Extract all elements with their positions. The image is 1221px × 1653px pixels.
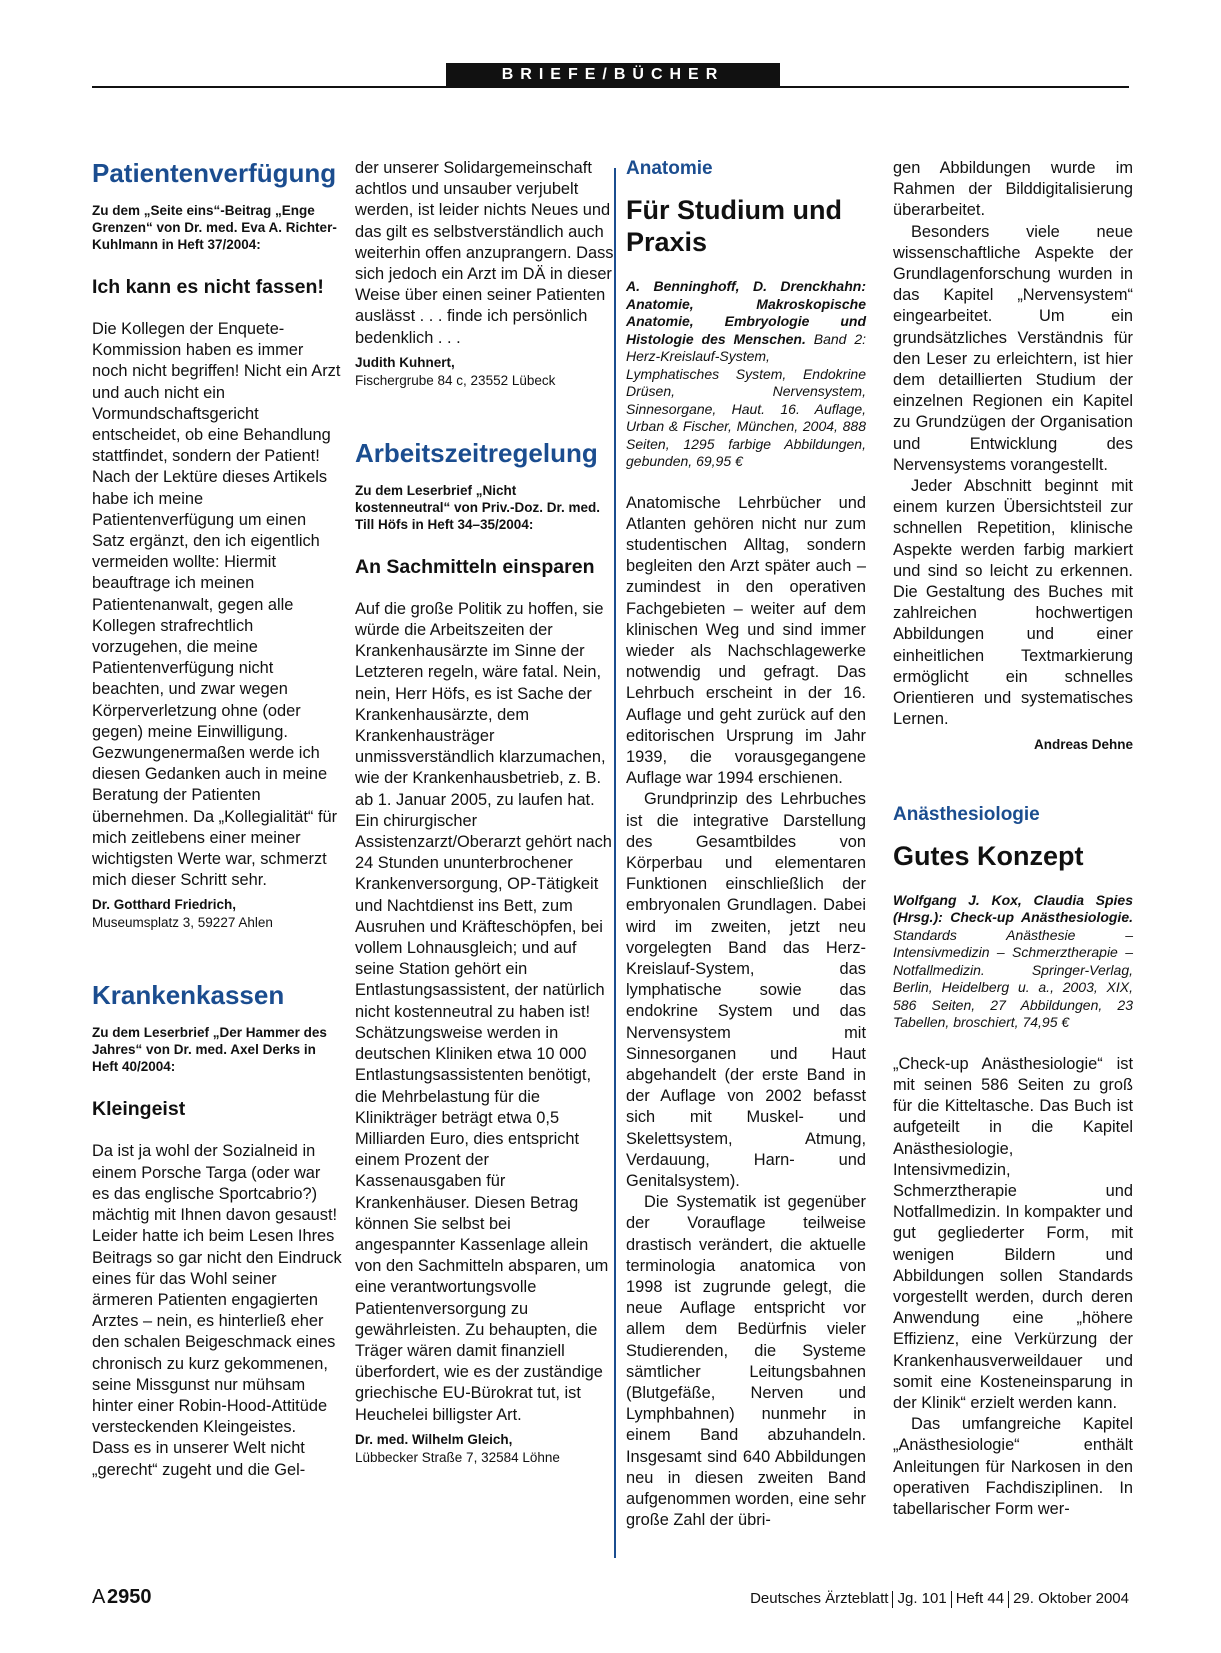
review-title: Für Studium und Praxis bbox=[626, 195, 842, 257]
journal-date: 29. Oktober 2004 bbox=[1013, 1590, 1129, 1607]
review-bibliography: Wolfgang J. Kox, Claudia Spies (Hrsg.): Check-up Anästhesiologie. Standards Anästhesie – Intensivmedizin – Schmerztherapie – Notfallmedizin. Springer-Verlag, Berlin, Heidelberg u. a., 2003, XIX, 586 Seiten, 27 Abbildungen, 23 Tabellen, broschiert, 74,95 € bbox=[893, 891, 1133, 1031]
letter-headline: An Sachmitteln einsparen bbox=[355, 555, 595, 578]
review-bibliography: A. Benninghoff, D. Drenckhahn: Anatomie, Makroskopische Anatomie, Embryologie und Histologie des Menschen. Band 2: Herz-Kreislauf-System, Lymphatisches System, Endokrine Drüsen, Nervensystem, Sinnesorgane, Haut. 16. Auflage, Urban & Fischer, München, 2004, 888 Seiten, 1295 farbige Abbildungen, gebunden, 69,95 € bbox=[626, 278, 866, 469]
letter-headline: Ich kann es nicht fassen! bbox=[92, 276, 324, 298]
column-3 bbox=[626, 158, 866, 1531]
letter-address: Museumsplatz 3, 59227 Ahlen bbox=[92, 915, 273, 931]
letter-body-continued: der unserer Solidargemeinschaft achtlos und unsauber verjubelt werden, ist leider nichts Neues und das gilt es selbstverständlich auch weiterhin offen anzuprangern. Dass sich jedoch ein Arzt im DÄ in dieser Weise über einen seiner Patienten auslässt . . . finde ich persönlich bedenklich . . . bbox=[355, 159, 614, 347]
review-category: Anatomie bbox=[626, 158, 713, 179]
letter-author: Dr. Gotthard Friedrich, bbox=[92, 897, 237, 913]
letter-author: Dr. med. Wilhelm Gleich, bbox=[355, 1431, 513, 1447]
review-category: Anästhesiologie bbox=[893, 803, 1040, 825]
column-2 bbox=[355, 158, 615, 1467]
reviewer-name: Andreas Dehne bbox=[1033, 737, 1133, 753]
journal-volume: Jg. 101 bbox=[897, 1590, 947, 1607]
review-body: „Check-up Anästhesiologie“ ist mit seinen 586 Seiten zu groß für die Kitteltasche. Das Buch ist aufgeteilt in die Kapitel Anästhesiologie, Intensivmedizin, Schmerztherapie und Notfallmedizin. In kompakter und gut gegliederter Form, mit wenigen Bildern und Abbildungen sollen Standards vorgestellt werden, durch deren Anwendung eine „höhere Effizienz, eine Verkürzung der Krankenhausverweildauer und somit eine Kosteneinsparung in der Klinik“ erzielt werden kann. Das umfangreiche Kapitel „Anästhesiologie“ enthält Anleitungen für Narkosen in den operativen Fachdisziplinen. In tabellarischer Form wer- bbox=[893, 1054, 1133, 1518]
review-title: Gutes Konzept bbox=[893, 840, 1084, 871]
letter-reference: Zu dem Leserbrief „Nicht kostenneutral“ von Priv.-Doz. Dr. med. Till Höfs in Heft 34–35/2004: bbox=[355, 482, 601, 532]
journal-info bbox=[750, 1590, 1129, 1608]
letter-reference: Zu dem „Seite eins“-Beitrag „Enge Grenzen“ von Dr. med. Eva A. Richter-Kuhlmann in Heft 37/2004: bbox=[92, 203, 337, 252]
letter-title: Patientenverfügung bbox=[92, 158, 337, 188]
review-body-continued: gen Abbildungen wurde im Rahmen der Bilddigitalisierung überarbeitet. Besonders viele neue wissenschaftliche Aspekte der Grundlagenforschung wurden in das Kapitel „Nervensystem“ eingearbeitet. Um ein grundsätzliches Verständnis für den Leser zu erleichtern, ist hier dem detaillierten Studium der einzelnen Regionen ein Kapitel zu Grundzügen der Organisation und Entwicklung des Nervensystems vorangestellt. Jeder Abschnitt beginnt mit einem kurzen Übersichtsteil zur schnellen Repetition, klinische Aspekte werden farbig markiert und sind so leicht zu erkennen. Die Gestaltung des Buches mit zahlreichen hochwertigen Abbildungen und einer einheitlichen Textmarkierung ermöglicht ein schnelles Orientieren und systematisches Lernen. Andreas Dehne bbox=[893, 158, 1133, 756]
letter-address: Lübbecker Straße 7, 32584 Löhne bbox=[355, 1449, 560, 1465]
letter-address: Fischergrube 84 c, 23552 Lübeck bbox=[355, 372, 556, 388]
letter-body: Da ist ja wohl der Sozialneid in einem Porsche Targa (oder war es das englische Sportcabrio?) mächtig mit Ihnen davon gesaust! Leider hatte ich beim Lesen Ihres Beitrags so gar nicht den Eindruck eines für das Wohl seiner ärmeren Patienten engagierten Arztes – nein, es hinterließ eher den schalen Beigeschmack eines chronisch zu kurz gekommenen, seine Missgunst nur mühsam hinter einer Robin-Hood-Attitüde versteckenden Kleingeistes. Dass es in unserer Welt nicht „gerecht“ zugeht und die Gel- bbox=[92, 1142, 342, 1479]
column-4 bbox=[893, 158, 1133, 1520]
column-divider bbox=[614, 168, 616, 1558]
header-rule bbox=[92, 86, 1129, 88]
letter-title: Krankenkassen bbox=[92, 980, 285, 1011]
review-body: Anatomische Lehrbücher und Atlanten gehören nicht nur zum studentischen Alltag, sondern begleiten den Arzt später auch – zumindest in den operativen Fachgebieten – weiter auf dem klinischen Weg und sind immer wieder als Nachschlagewerke notwendig und gefragt. Das Lehrbuch erscheint in der 16. Auflage und geht zurück auf den editorischen Ursprung im Jahr 1939, die vorausgegangene Auflage war 1994 erschienen. Grundprinzip des Lehrbuches ist die integrative Darstellung des Gesamtbildes von Körperbau und elementaren Funktionen einschließlich der embryonalen Grundlagen. Dabei wird im zweiten, jetzt neu vorgelegten Band das Herz-Kreislauf-System, das lymphatische sowie das endokrine System und das Nervensystem mit Sinnesorganen und Haut abgehandelt (der erste Band in der Auflage von 2002 befasst sich mit Muskel- und Skelettsystem, Atmung, Verdauung, Harn- und Genitalsystem). Die Systematik ist gegenüber der Vorauflage teilweise drastisch verändert, die aktuelle terminologia anatomica von 1998 ist zugrunde gelegt, die neue Auflage entspricht vor allem dem Bedürfnis vieler Studierenden, die Systeme sämtlicher Leitungsbahnen (Blutgefäße, Nerven und Lymphbahnen) nunmehr in einem Band abzuhandeln. Insgesamt sind 640 Abbildungen neu in diesen zweiten Band aufgenommen worden, eine sehr große Zahl der übri- bbox=[626, 493, 866, 1530]
journal-issue: Heft 44 bbox=[955, 1590, 1005, 1607]
letter-body: Auf die große Politik zu hoffen, sie würde die Arbeitszeiten der Krankenhausärzte im Sinne der Letzteren regeln, wäre fatal. Nein, nein, Herr Höfs, es ist Sache der Krankenhausärzte, dem Krankenhausträger unmissverständlich klarzumachen, wie der Krankenhausbetrieb, z. B. ab 1. Januar 2005, zu laufen hat. Ein chirurgischer Assistenzarzt/Oberarzt gehört nach 24 Stunden ununterbrochener Krankenversorgung, OP-Tätigkeit und Nachtdienst ins Bett, zum Ausruhen und Kräfteschöpfen, bei vollem Lohnausgleich; und auf seine Station gehört ein Entlastungsassistent, der natürlich nicht kostenneutral zu haben ist! Schätzungsweise werden in deutschen Kliniken etwa 10 000 Entlastungsassistenten benötigt, die Mehrbelastung für die Klinikträger beträgt etwa 0,5 Milliarden Euro, dies entspricht einem Prozent der Kassenausgaben für Krankenhäuser. Diesen Betrag können Sie selbst bei angespannter Kassenlage allein von den Sachmitteln absparen, um eine verantwortungsvolle Patientenversorgung zu gewährleisten. Zu behaupten, die Träger wären damit finanziell überfordert, wie es der zuständige griechische EU-Bürokrat tut, ist Heuchelei billigster Art. bbox=[355, 599, 612, 1424]
journal-name: Deutsches Ärzteblatt bbox=[750, 1590, 889, 1607]
letter-author: Judith Kuhnert, bbox=[355, 354, 455, 370]
page-number: A 2950 bbox=[92, 1586, 152, 1608]
letter-headline: Kleingeist bbox=[92, 1098, 186, 1121]
column-1 bbox=[92, 158, 342, 1481]
section-tag: BRIEFE/BÜCHER bbox=[446, 63, 780, 87]
letter-reference: Zu dem Leserbrief „Der Hammer des Jahres“ von Dr. med. Axel Derks in Heft 40/2004: bbox=[92, 1025, 327, 1075]
letter-body: Die Kollegen der Enquete-Kommission haben es immer noch nicht begriffen! Nicht ein Arzt und auch nicht ein Vormundschaftsgericht entscheidet, ob eine Behandlung stattfindet, sondern der Patient! Nach der Lektüre dieses Artikels habe ich meine Patientenverfügung um einen Satz ergänzt, den ich eigentlich vermeiden wollte: Hiermit beauftrage ich meinen Patientenanwalt, gegen alle Kollegen strafrechtlich vorzugehen, die meine Patientenverfügung nicht beachten, und zwar wegen Körperverletzung ohne (oder gegen) meine Einwilligung. Gezwungenermaßen werde ich diesen Gedanken auch in meine Beratung der Patienten übernehmen. Da „Kollegialität“ für mich zeitlebens einer meiner wichtigsten Werte war, schmerzt mich dieser Schritt sehr. bbox=[92, 320, 341, 890]
letter-title: Arbeitszeitregelung bbox=[355, 437, 598, 468]
